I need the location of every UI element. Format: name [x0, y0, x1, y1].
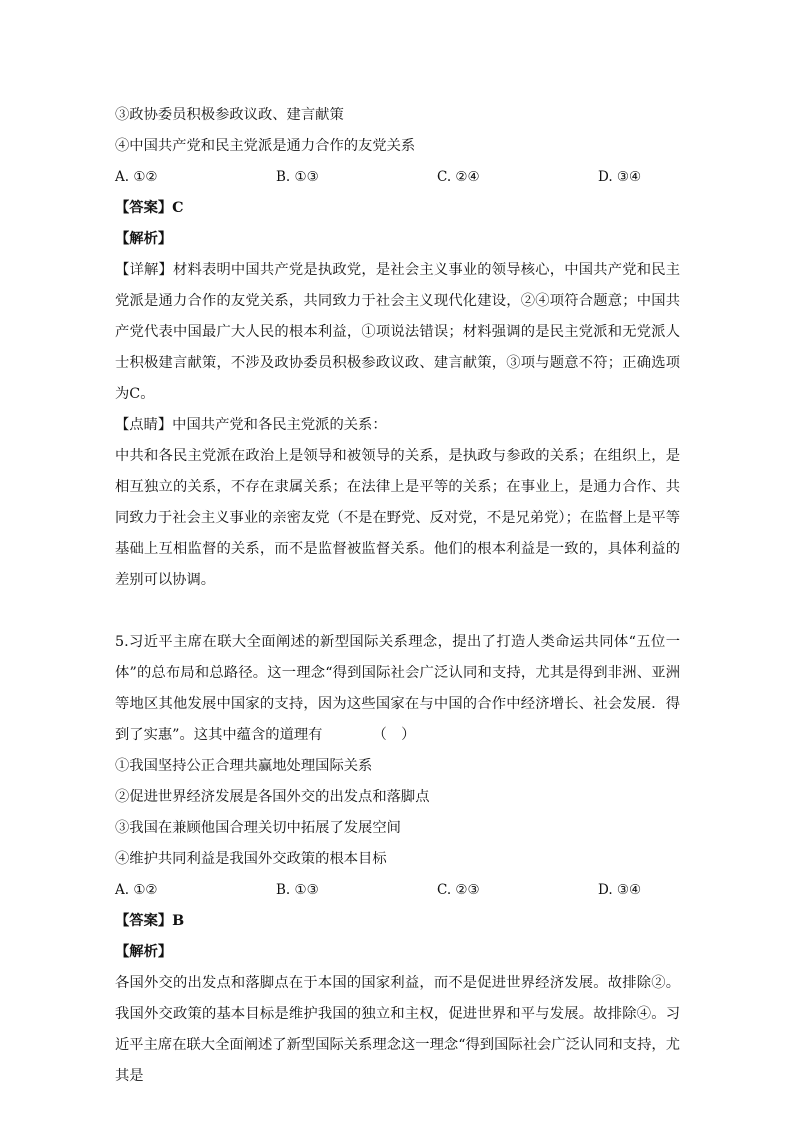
- q5-option-c: C. ②③: [437, 882, 480, 898]
- q5-analysis-heading: 【解析】: [115, 944, 173, 960]
- section-gap: [115, 596, 680, 627]
- q4-option-c: C. ②④: [437, 169, 480, 185]
- q4-tip-heading: 【点睛】中国共产党和各民主党派的关系：: [115, 417, 387, 433]
- q4-tip-body: 中共和各民主党派在政治上是领导和被领导的关系，是执政与参政的关系；在组织上，是相互独立的关系，不存在隶属关系；在法律上是平等的关系；在事业上，是通力合作、共同致力于社会主义事业的亲密友党（不是在野党、反对党，不是兄弟党）；在监督上是平等基础上互相监督的关系，而不是监督被监督关系。他们的根本利益是一致的，具体利益的差别可以协调。: [115, 448, 680, 588]
- q5-statement-4: ④维护共同利益是我国外交政策的根本目标: [115, 851, 387, 867]
- q4-option-b: B. ①③: [276, 169, 319, 185]
- q5-statement-3: ③我国在兼顾他国合理关切中拓展了发展空间: [115, 820, 401, 836]
- q5-statement-2: ②促进世界经济发展是各国外交的出发点和落脚点: [115, 789, 430, 805]
- q5-options: [115, 875, 680, 906]
- q5-stem: 5.习近平主席在联大全面阐述的新型国际关系理念，提出了打造人类命运共同体“五位一体”的总布局和总路径。这一理念“得到国际社会广泛认同和支持，尤其是得到非洲、亚洲等地区其他发展中国家的支持，因为这些国家在与中国的合作中经济增长、社会发展．得到了实惠”。这其中蕴含的道理有 （ ）: [115, 634, 680, 743]
- q5-option-d: D. ③④: [598, 882, 642, 898]
- q4-options: [115, 162, 680, 193]
- q5-statement-1: ①我国坚持公正合理共赢地处理国际关系: [115, 758, 373, 774]
- q4-option-d: D. ③④: [598, 169, 642, 185]
- q4-statement-3: ③政协委员积极参政议政、建言献策: [115, 107, 344, 123]
- page-content: [115, 100, 680, 1092]
- q4-detail: 【详解】材料表明中国共产党是执政党，是社会主义事业的领导核心，中国共产党和民主党派是通力合作的友党关系，共同致力于社会主义现代化建设，②④项符合题意；中国共产党代表中国最广大人民的根本利益，①项说法错误；材料强调的是民主党派和无党派人士积极建言献策，不涉及政协委员积极参政议政、建言献策，③项与题意不符；正确选项为C。: [115, 262, 680, 402]
- q4-option-a: A. ①②: [115, 169, 158, 185]
- q4-answer: 【答案】C: [115, 200, 184, 216]
- q5-answer: 【答案】B: [115, 913, 185, 929]
- q5-option-a: A. ①②: [115, 882, 158, 898]
- q4-analysis-heading: 【解析】: [115, 231, 173, 247]
- q4-statement-4: ④中国共产党和民主党派是通力合作的友党关系: [115, 138, 416, 154]
- q5-option-b: B. ①③: [276, 882, 319, 898]
- q5-analysis: 各国外交的出发点和落脚点在于本国的国家利益，而不是促进世界经济发展。故排除②。我国外交政策的基本目标是维护我国的独立和主权，促进世界和平与发展。故排除④。习近平主席在联大全面阐述了新型国际关系理念这一理念“得到国际社会广泛认同和支持，尤其是: [115, 975, 680, 1084]
